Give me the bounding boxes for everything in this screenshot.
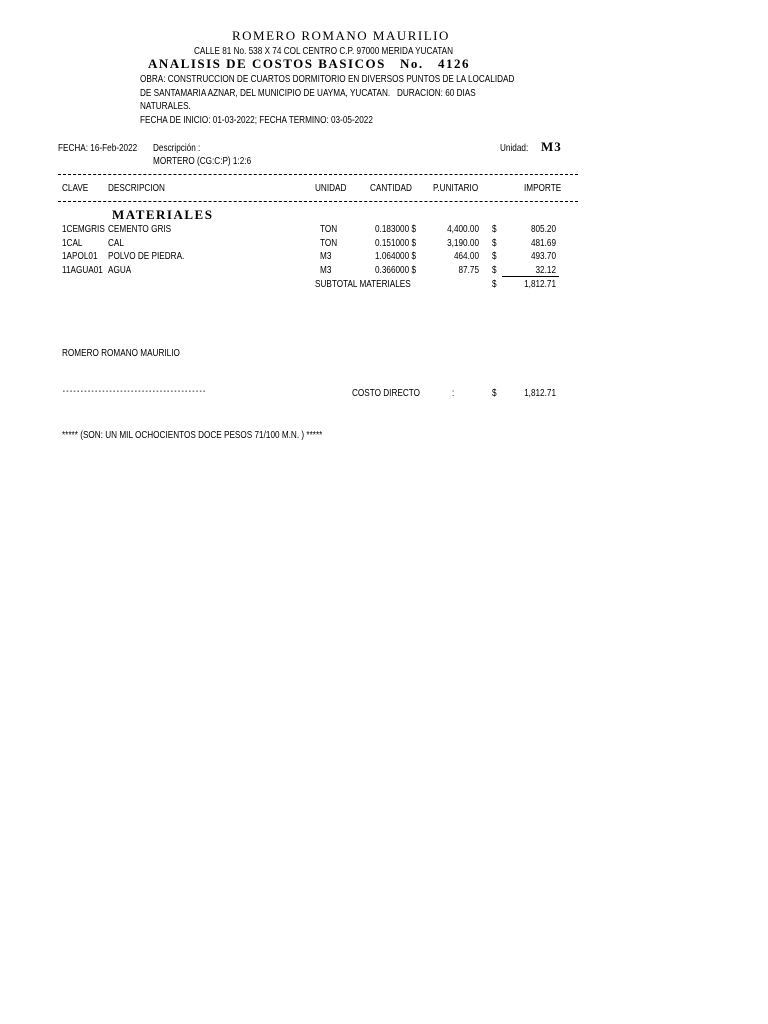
unidad-label: Unidad: — [500, 142, 529, 154]
analysis-number: 4126 — [438, 56, 470, 71]
row-punitario: 464.00 — [453, 250, 479, 262]
fecha: FECHA: 16-Feb-2022 — [58, 142, 138, 154]
row-descripcion: CEMENTO GRIS — [108, 223, 172, 235]
row-unidad: TON — [320, 223, 338, 235]
row-importe: 493.70 — [530, 250, 556, 262]
col-punitario: P.UNITARIO — [433, 182, 479, 194]
divider-bottom — [58, 201, 578, 202]
costo-directo-colon: : — [452, 387, 455, 399]
obra-line-3: NATURALES. — [140, 100, 191, 112]
row-clave: 11AGUA01 — [62, 264, 103, 276]
subtotal-currency: $ — [492, 278, 497, 290]
col-unidad: UNIDAD — [315, 182, 347, 194]
col-clave: CLAVE — [62, 182, 89, 194]
obra-line-2: DE SANTAMARIA AZNAR, DEL MUNICIPIO DE UAYMA, YUCATAN. DURACION: 60 DIAS — [140, 87, 476, 99]
row-currency: $ — [492, 264, 497, 276]
row-descripcion: CAL — [108, 237, 124, 249]
row-descripcion: AGUA — [108, 264, 132, 276]
section-title: MATERIALES — [112, 207, 214, 222]
row-clave: 1APOL01 — [62, 250, 98, 262]
costo-directo-currency: $ — [492, 387, 497, 399]
row-importe: 481.69 — [530, 237, 556, 249]
row-clave: 1CAL — [62, 237, 83, 249]
company-address: CALLE 81 No. 538 X 74 COL CENTRO C.P. 97000 MERIDA YUCATAN — [194, 45, 454, 57]
amount-in-words: ***** (SON: UN MIL OCHOCIENTOS DOCE PESOS 71/100 M.N. ) ***** — [62, 429, 323, 441]
analysis-title: ANALISIS DE COSTOS BASICOS — [148, 56, 386, 71]
row-currency: $ — [492, 223, 497, 235]
row-cantidad: 0.183000 $ — [375, 223, 416, 235]
row-importe: 32.12 — [535, 264, 556, 276]
row-punitario: 87.75 — [458, 264, 479, 276]
row-descripcion: POLVO DE PIEDRA. — [108, 250, 185, 262]
row-unidad: TON — [320, 237, 338, 249]
subtotal-value: 1,812.71 — [524, 278, 556, 290]
row-currency: $ — [492, 237, 497, 249]
signature-line: ---------------------------------------- — [62, 387, 207, 398]
col-descripcion: DESCRIPCION — [108, 182, 165, 194]
row-cantidad: 1.064000 $ — [375, 250, 416, 262]
row-punitario: 4,400.00 — [447, 223, 479, 235]
row-importe: 805.20 — [530, 223, 556, 235]
signature-name: ROMERO ROMANO MAURILIO — [62, 347, 180, 359]
unidad-value: M3 — [541, 139, 562, 154]
row-clave: 1CEMGRIS — [62, 223, 105, 235]
obra-line-1: OBRA: CONSTRUCCION DE CUARTOS DORMITORIO EN DIVERSOS PUNTOS DE LA LOCALIDAD — [140, 73, 515, 85]
col-cantidad: CANTIDAD — [370, 182, 412, 194]
project-dates: FECHA DE INICIO: 01-03-2022; FECHA TERMINO: 03-05-2022 — [140, 114, 373, 126]
descripcion-value: MORTERO (CG:C:P) 1:2:6 — [153, 155, 252, 167]
total-underline — [502, 276, 559, 277]
row-unidad: M3 — [320, 250, 332, 262]
row-unidad: M3 — [320, 264, 332, 276]
row-cantidad: 0.366000 $ — [375, 264, 416, 276]
analysis-number-label: No. — [400, 56, 424, 71]
row-punitario: 3,190.00 — [447, 237, 479, 249]
row-cantidad: 0.151000 $ — [375, 237, 416, 249]
costo-directo-label: COSTO DIRECTO — [352, 387, 420, 399]
subtotal-label: SUBTOTAL MATERIALES — [315, 278, 411, 290]
divider-top — [58, 174, 578, 175]
costo-directo-value: 1,812.71 — [524, 387, 556, 399]
row-currency: $ — [492, 250, 497, 262]
company-name: ROMERO ROMANO MAURILIO — [232, 28, 450, 43]
col-importe: IMPORTE — [524, 182, 562, 194]
descripcion-label: Descripción : — [153, 142, 201, 154]
